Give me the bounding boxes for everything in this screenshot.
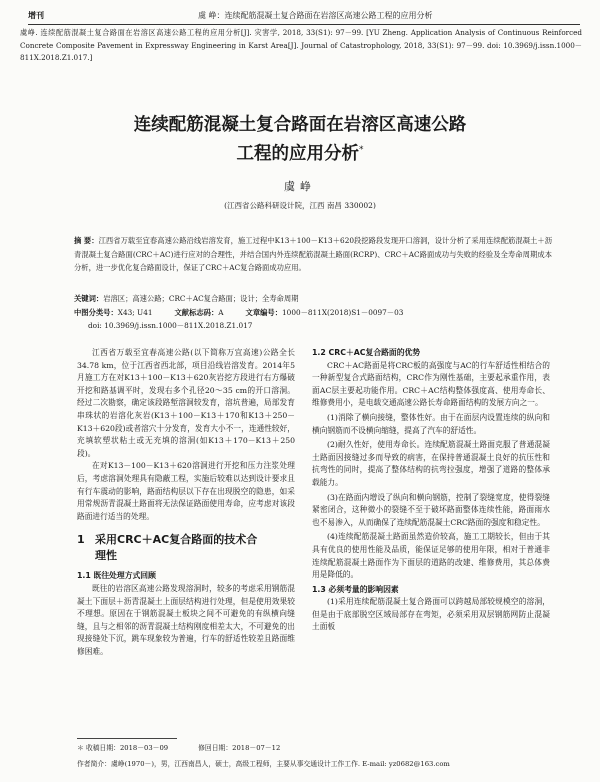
article-number-value: 1000－811X(2018)S1－0097－03 — [282, 307, 404, 317]
footnote-author-info: 作者简介：虞峥(1970－)，男，江西南昌人，硕士，高级工程师，主要从事交通设计工作工作. E-mail: yz0682@163.com — [77, 760, 450, 768]
article-title — [40, 113, 560, 167]
author-affiliation: (江西省公路科研设计院，江西 南昌 330002) — [224, 201, 376, 210]
advantage-item-1: (1)消除了横向接缝，整体性好。由于在面层内设置连续的纵向和横向钢筋而不设横向缩缝，提高了汽车的舒适性。 — [312, 412, 550, 435]
section-1-title-line-2: 理性 — [95, 549, 117, 563]
intro-paragraph-2: 在对K13－100－K13＋620溶洞进行开挖和压力注浆处理后，考虑溶洞处理具有隐蔽工程，实施后较难以达到设计要求且有行车震动的影响，路面结构层以下存在出现脱空的隐患，如采用常规沥青混凝土路面将无法保证路面使用寿命，应考虑对该段路面进行适当的处理。 — [77, 461, 295, 521]
subsection-1-2-heading: 1.2 CRC＋AC复合路面的优势 — [312, 348, 421, 357]
subsection-1-1-heading: 1.1 既往处理方式回顾 — [77, 571, 156, 581]
keywords-line — [74, 292, 552, 306]
article-number-label: 文章编号： — [245, 307, 283, 317]
keywords-text: 岩溶区；高速公路；CRC＋AC复合路面；设计；全寿命周期 — [103, 294, 299, 303]
subsection-1-2-paragraph: CRC＋AC路面是将CRC板的高强度与AC的行车舒适性相结合的一种新型复合式路面结构，CRC作为刚性基础，主要起承重作用，表面AC层主要起功能作用。CRC＋AC结构整体强度高、使用寿命长、维修费用小，是电载交通高速公路长寿命路面结构的发展方向之一。 — [312, 360, 550, 408]
running-header — [28, 6, 580, 25]
clc-label: 中图分类号： — [74, 307, 118, 317]
footnote-dates — [77, 742, 557, 752]
subsection-1-1-paragraph: 既往的岩溶区高速公路发现溶洞时，较多的考虑采用钢筋混凝土下面层＋沥青混凝土上面层结构进行处理，但是使用效果较不理想。原因在于钢筋混凝土板块之间不可避免的有纵横向缝缝，且与之相邻的沥青混凝土结构刚度相差太大，不可避免的出现接缝处下沉，跳车现象较为普遍，行车的舒适性较差且路面维修困难。 — [77, 583, 295, 656]
doc-code-value: A — [218, 307, 224, 317]
title-line-1: 连续配筋混凝土复合路面在岩溶区高速公路 — [133, 115, 467, 135]
advantage-item-2: (2)耐久性好，使用寿命长。连续配筋混凝土路面克服了普通混凝土路面因接缝过多而导致的病害，在保持普通混凝土良好的抗压性和抗弯性的同时，提高了整体结构的抗弯拉强度，增强了道路的整体承载能力。 — [312, 440, 550, 487]
author-name: 虞峥 — [284, 180, 316, 193]
advantage-item-3: (3)在路面内增设了纵向和横向钢筋，控制了裂缝宽度，使得裂缝紧密闭合，这种微小的裂缝不至于破坏路面整体连续性能，路面雨水也不易渗入，从而确保了连续配筋混凝土CRC路面的强度和稳定性。 — [312, 492, 550, 527]
clc-value: X43; U41 — [117, 307, 153, 317]
left-column — [77, 347, 295, 658]
article-meta — [74, 292, 552, 333]
advantage-item-4: (4)连续配筋混凝土路面虽然造价较高，施工工期较长，但由于其具有优良的使用性能及品质，能保证足够的使用年限，相对于普通非连续配筋混凝土路面作为下面层的道路的改建、维修费用，其总体费用是降低的。 — [312, 532, 550, 580]
subsection-1-3-paragraph: (1)采用连续配筋混凝土复合路面可以跨越局部较规模空的溶洞，但是由于底部脱空区域局部存在弯矩，必须采用双层钢筋网防止混凝土面板 — [312, 597, 550, 632]
keywords-label: 关键词： — [74, 294, 104, 303]
intro-paragraph-1: 江西省万载至宜春高速公路(以下简称万宜高速)公路全长34.78 km，位于江西省西北部，项目沿线岩溶发育。2014年5月施工方在对K13＋100－K13＋620灰岩挖方段进行右方爆破开挖和路基调平时，发现右多个孔径20～35 cm的开口溶洞。经过二次勘察，确定该段路堑溶洞较发育，溶坑普遍，局部发育串珠状的岩溶化灰岩(K13＋100－K13＋170和K13＋250－K13＋620段)或者溶穴十分发育，发育大小不一，连通性较好，充填软塑状粘土或无充填的溶洞(如K13＋170－K13＋250段)。 — [77, 348, 295, 458]
journal-section: 增刊 — [28, 10, 44, 20]
revised-date: 修回日期：2018－07－12 — [198, 744, 281, 752]
classification-line — [74, 306, 552, 320]
citation-block: 虞峥. 连续配筋混凝土复合路面在岩溶区高速公路工程的应用分析[J]. 灾害学, 2018, 33(S1): 97－99. [YU Zheng. Application Analysis of Continuous Reinforced Concrete Composite Pavement in Expressway Engineering in Karst Area[J]. Journal of Catastrophology, 2018, 33(S1): 97－99. doi: 10.3969/j.issn.1000－811X.2018.Z1.017.] — [20, 28, 582, 62]
abstract-label: 摘 要： — [74, 236, 99, 245]
title-line-2: 工程的应用分析* — [236, 143, 364, 164]
subsection-1-3-heading: 1.3 必须考量的影响因素 — [312, 584, 399, 594]
section-1-title-line-1: 采用CRC＋AC复合路面的技术合 — [95, 533, 258, 547]
footnote-divider — [77, 738, 177, 739]
section-1-number: 1 — [77, 533, 85, 547]
received-date: ＊ 收稿日期：2018－03－09 — [77, 744, 169, 752]
abstract — [74, 234, 552, 275]
abstract-text: 江西省万载至宜春高速公路沿线岩溶发育，施工过程中K13＋100－K13＋620段挖路段发现开口溶洞，设计分析了采用连续配筋混凝土＋沥青混凝土复合路面(CRC＋AC)进行应对的合理性，并结合国内外连续配筋混凝土路面(RCRP)、CRC＋AC路面成功与失败的经验及全寿命周期成本分析，进一步优化复合路面设计，保证了CRC＋AC复合路面成功应用。 — [74, 236, 553, 272]
running-title: 虞 峥：连续配筋混凝土复合路面在岩溶区高速公路工程的应用分析 — [198, 11, 433, 20]
right-column — [312, 347, 550, 634]
doi-line: doi: 10.3969/j.issn.1000－811X.2018.Z1.017 — [88, 321, 253, 330]
doc-code-label: 文献标志码： — [174, 307, 219, 317]
section-1-heading — [77, 532, 295, 564]
title-footnote-mark: * — [359, 145, 364, 155]
